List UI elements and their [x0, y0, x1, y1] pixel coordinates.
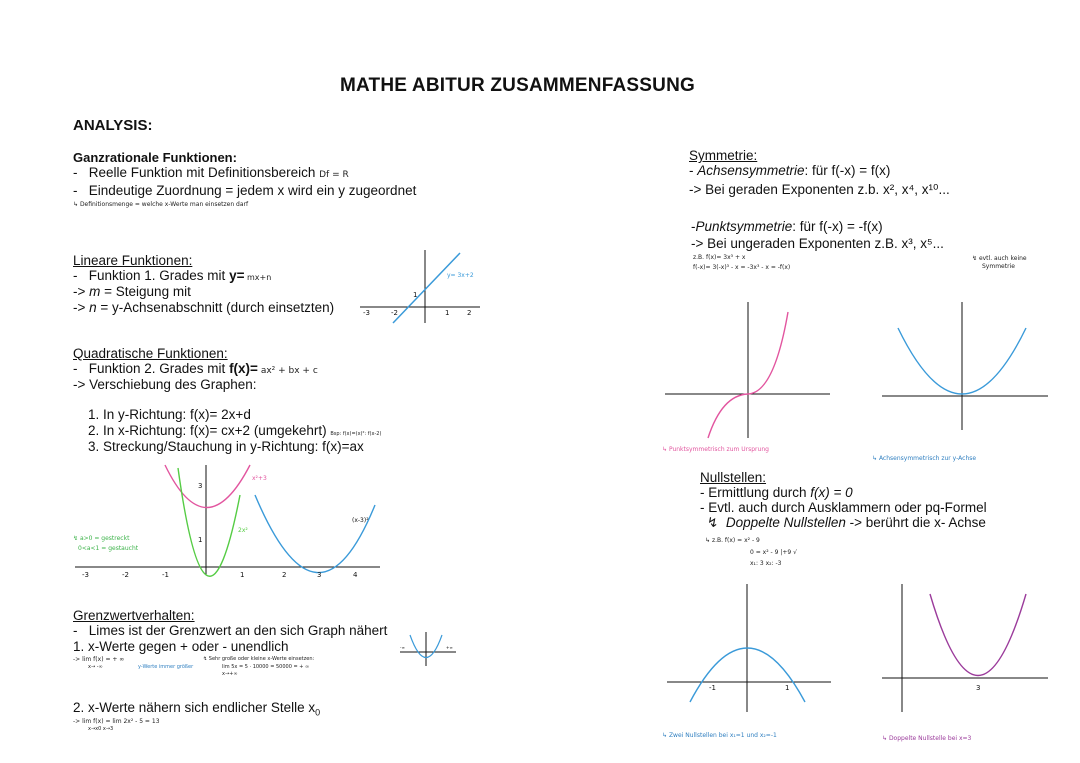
grenz-lim2: -> lim f(x) = lim 2x² - 5 = 13	[73, 718, 160, 725]
quad-note1: ↯ a>0 = gestreckt	[73, 535, 130, 542]
sym-achs2: -> Bei geraden Exponenten z.b. x², x⁴, x¹⁰...	[689, 182, 950, 197]
grenz-lim2b: x→x0 x→3	[88, 726, 114, 732]
ganz-line1: - Reelle Funktion mit Definitionsbereich Df = R	[73, 165, 349, 180]
grenz-note-b: ↯ Sehr große oder kleine x-Werte einsetzen:	[203, 656, 315, 662]
svg-text:3: 3	[198, 482, 203, 490]
quad-note2: 0<a<1 = gestaucht	[78, 545, 139, 552]
null-line3: ↯ Doppelte Nullstellen -> berührt die x- Achse	[707, 515, 986, 530]
svg-text:-∞: -∞	[400, 645, 405, 650]
parabola-green	[178, 468, 240, 576]
grenz-lim1b: x→ -∞	[88, 664, 103, 670]
grenz-note-d: x→+∞	[222, 671, 238, 677]
svg-text:3: 3	[317, 571, 322, 579]
axis-symmetry-graph	[880, 300, 1050, 440]
parabola-pink	[165, 465, 250, 508]
linear-line3: -> n = y-Achsenabschnitt (durch einsetzten)	[73, 300, 335, 315]
sym-heading: Symmetrie:	[689, 148, 758, 163]
quad-graph	[70, 460, 390, 580]
null-line1: - Ermittlung durch f(x) = 0	[700, 485, 853, 500]
point-symmetry-graph	[660, 300, 835, 440]
linear-line1: - Funktion 1. Grades mit y= mx+n	[73, 268, 272, 283]
svg-text:3: 3	[976, 684, 981, 692]
quad-line1: - Funktion 2. Grades mit f(x)= ax² + bx + c	[73, 361, 318, 376]
svg-text:-3: -3	[363, 309, 370, 317]
linear-line	[393, 253, 460, 323]
svg-text:-1: -1	[709, 684, 716, 692]
sym-evtl2: Symmetrie	[982, 263, 1015, 270]
quad-item2: 2. In x-Richtung: f(x)= cx+2 (umgekehrt) Bsp: f(x)=(x)²: f(x-2)	[88, 423, 382, 438]
sym-caption1: ↳ Punktsymmetrisch zum Ursprung	[662, 446, 769, 453]
sym-ex1: z.B. f(x)= 3x³ + x	[693, 254, 746, 261]
quad-item1: 1. In y-Richtung: f(x)= 2x+d	[88, 407, 251, 422]
null-ex2: 0 = x² - 9 |+9 √	[750, 549, 797, 556]
touching-parabola	[930, 594, 1026, 676]
svg-text:+∞: +∞	[446, 645, 453, 650]
page-title: MATHE ABITUR ZUSAMMENFASSUNG	[340, 75, 695, 96]
sym-punkt: -Punktsymmetrie: für f(-x) = -f(x)	[691, 219, 883, 234]
quad-item3: 3. Streckung/Stauchung in y-Richtung: f(x)=ax	[88, 439, 364, 454]
sym-ex2: f(-x)= 3(-x)³ - x = -3x³ - x = -f(x)	[693, 264, 791, 271]
null-ex1: ↳ z.B. f(x) = x² - 9	[705, 537, 760, 544]
svg-text:-1: -1	[162, 571, 169, 579]
svg-text:4: 4	[353, 571, 358, 579]
sym-evtl1: ↯ evtl. auch keine	[972, 255, 1027, 262]
grenz-lim1: -> lim f(x) = + ∞	[73, 656, 125, 663]
grenz-line2: 1. x-Werte gegen + oder - unendlich	[73, 639, 289, 654]
null-heading: Nullstellen:	[700, 470, 767, 485]
linear-graph-label: y= 3x+2	[447, 272, 474, 279]
linear-graph	[355, 245, 485, 325]
svg-text:-2: -2	[391, 309, 398, 317]
label-x2-plus-3: x²+3	[252, 475, 267, 482]
quad-heading: Quadratische Funktionen:	[73, 346, 228, 361]
grenz-note-c: lim 5x = 5 · 10000 = 50000 = + ∞	[222, 664, 310, 670]
double-root-graph	[880, 582, 1050, 717]
svg-text:1: 1	[413, 291, 418, 299]
sym-punkt2: -> Bei ungeraden Exponenten z.B. x³, x⁵...	[691, 236, 944, 251]
parabola-blue	[255, 495, 375, 573]
ganz-note: ↳ Definitionsmenge = welche x-Werte man einsetzen darf	[73, 201, 249, 208]
svg-text:2: 2	[282, 571, 287, 579]
null-caption1: ↳ Zwei Nullstellen bei x₁=1 und x₂=-1	[662, 732, 777, 739]
grenz-note-a: y-Werte immer größer	[138, 664, 194, 670]
svg-text:1: 1	[445, 309, 450, 317]
label-shifted: (x-3)²	[352, 517, 369, 524]
quad-line2: -> Verschiebung des Graphen:	[73, 377, 257, 392]
limit-graph	[398, 630, 458, 668]
linear-heading: Lineare Funktionen:	[73, 253, 193, 268]
null-ex3: x₁: 3 x₂: -3	[750, 560, 782, 567]
svg-text:2: 2	[467, 309, 472, 317]
sym-achs: - Achsensymmetrie: für f(-x) = f(x)	[689, 163, 891, 178]
null-line2: - Evtl. auch durch Ausklammern oder pq-Formel	[700, 500, 987, 515]
linear-line2: -> m = Steigung mit	[73, 284, 191, 299]
section-analysis: ANALYSIS:	[73, 117, 153, 134]
label-2x2: 2x²	[238, 527, 248, 534]
two-roots-graph	[665, 582, 835, 717]
ganz-line2: - Eindeutige Zuordnung = jedem x wird ein y zugeordnet	[73, 183, 417, 198]
svg-text:-3: -3	[82, 571, 89, 579]
svg-text:-2: -2	[122, 571, 129, 579]
sym-caption2: ↳ Achsensymmetrisch zur y-Achse	[872, 455, 977, 462]
svg-text:1: 1	[198, 536, 203, 544]
ganz-heading: Ganzrationale Funktionen:	[73, 150, 237, 165]
svg-text:1: 1	[785, 684, 790, 692]
svg-text:1: 1	[240, 571, 245, 579]
grenz-heading: Grenzwertverhalten:	[73, 608, 195, 623]
null-caption2: ↳ Doppelte Nullstelle bei x=3	[882, 735, 972, 742]
grenz-line1: - Limes ist der Grenzwert an den sich Graph nähert	[73, 623, 388, 638]
grenz-line3: 2. x-Werte nähern sich endlicher Stelle $x_0$	[73, 700, 321, 718]
